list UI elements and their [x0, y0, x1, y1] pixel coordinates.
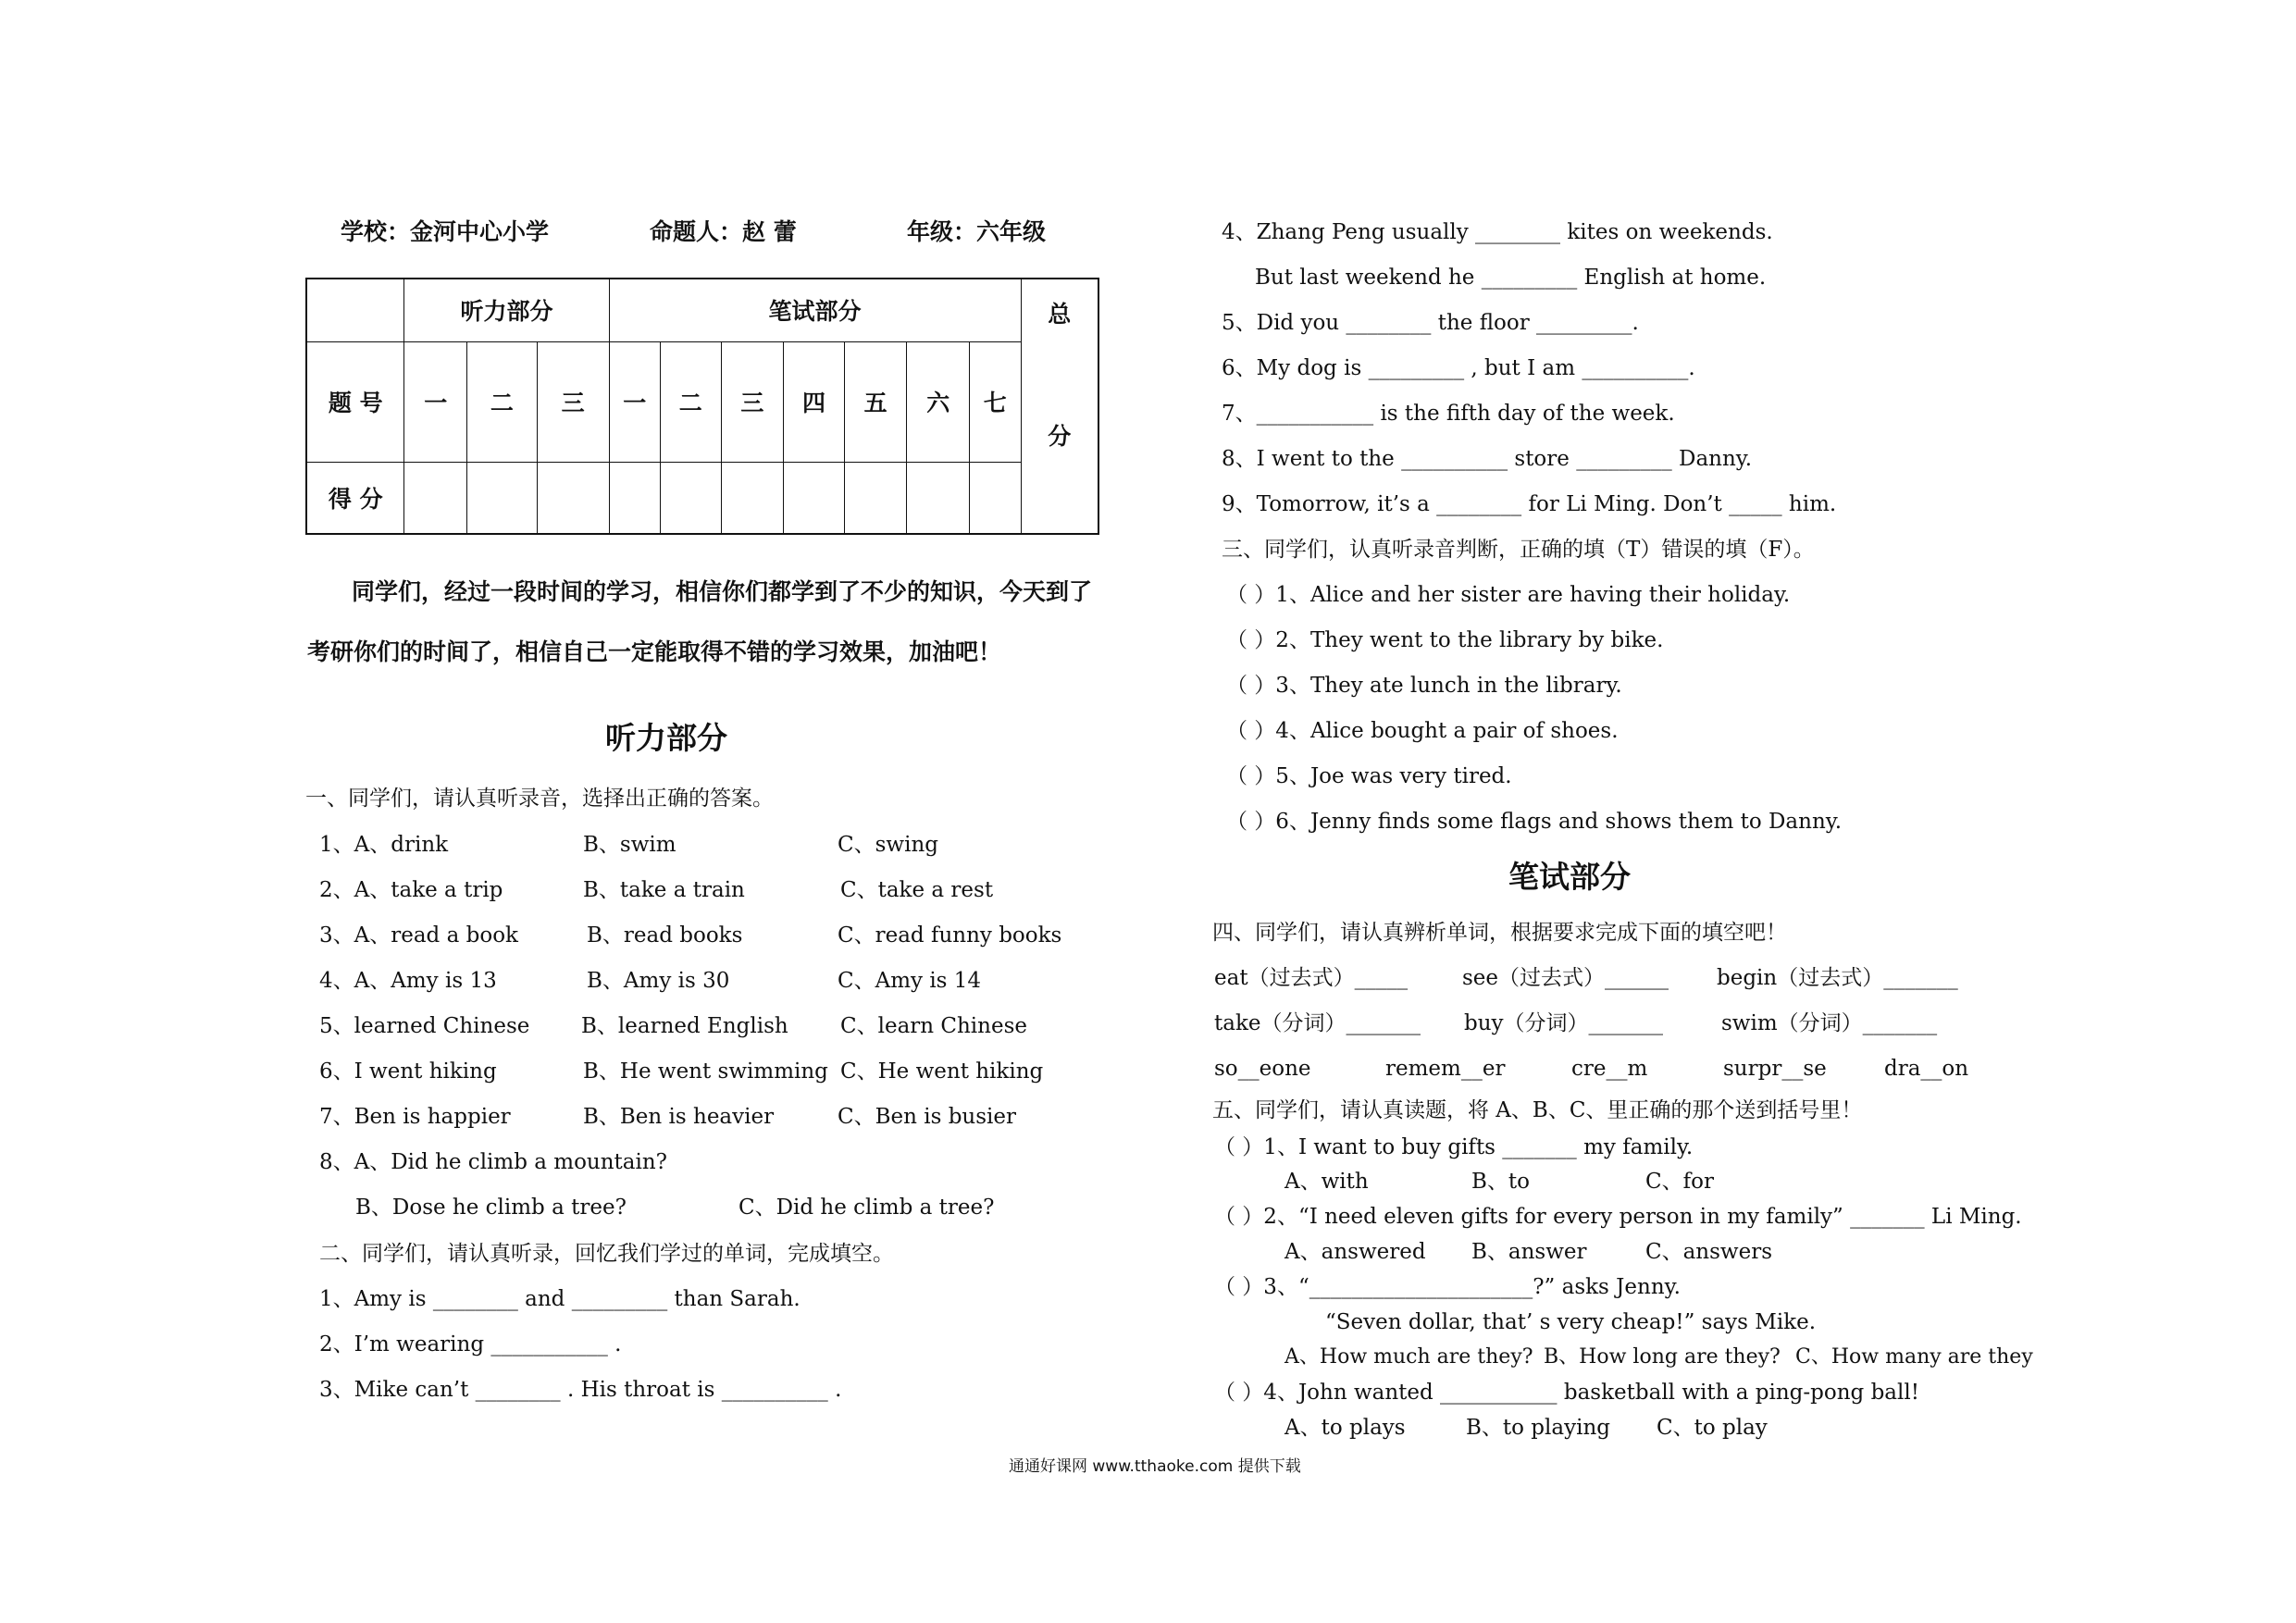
- wnum-3: 三: [721, 341, 784, 462]
- p3-item-1: （ ）1、Alice and her sister are having their holiday.: [1226, 583, 1791, 607]
- score-cell: [784, 462, 845, 534]
- p3-item-4: （ ）4、Alice bought a pair of shoes.: [1226, 719, 1619, 743]
- p5-q2-c: C、answers: [1645, 1240, 1773, 1264]
- p4-r3-c1: so__eone: [1214, 1057, 1311, 1081]
- r-fill-7: 7、___________ is the fifth day of the week.: [1222, 402, 1675, 426]
- part2-instruction: 二、同学们，请认真听录，回忆我们学过的单词，完成填空。: [319, 1242, 894, 1266]
- total-header: [1021, 279, 1098, 534]
- p5-q4: （ ）4、John wanted ___________ basketball with a ping-pong ball!: [1214, 1381, 1919, 1405]
- wnum-5: 五: [844, 341, 907, 462]
- wnum-6: 六: [907, 341, 970, 462]
- r-fill-8: 8、I went to the __________ store _________ Danny.: [1222, 447, 1753, 471]
- r-fill-9: 9、Tomorrow, it’s a ________ for Li Ming. Don’t _____ him.: [1222, 492, 1837, 516]
- p2-item-1: 1、Amy is ________ and _________ than Sarah.: [319, 1287, 800, 1311]
- p5-q1-a: A、with: [1285, 1170, 1369, 1194]
- p5-q2-a: A、answered: [1285, 1240, 1426, 1264]
- p4-r1-c1: eat（过去式）_____: [1214, 966, 1409, 990]
- p5-q1-b: B、to: [1471, 1170, 1530, 1194]
- p3-item-5: （ ）5、Joe was very tired.: [1226, 764, 1512, 788]
- lnum-3: 三: [537, 341, 609, 462]
- r-fill-4: 4、Zhang Peng usually ________ kites on weekends.: [1222, 220, 1773, 244]
- p1-item-3-c: C、read funny books: [838, 923, 1062, 948]
- total-top: 总: [1048, 301, 1072, 328]
- writing-title: 笔试部分: [1508, 859, 1631, 895]
- score-cell: [907, 462, 970, 534]
- p4-r1-c3: begin（过去式）_______: [1717, 966, 1958, 990]
- p1-item-4-b: B、Amy is 30: [587, 969, 730, 993]
- score-cell: [537, 462, 609, 534]
- part1-instruction: 一、同学们，请认真听录音，选择出正确的答案。: [305, 787, 774, 811]
- p5-q4-b: B、to playing: [1466, 1416, 1610, 1440]
- header-grade: 年级：六年级: [907, 218, 1047, 245]
- p3-item-3: （ ）3、They ate lunch in the library.: [1226, 674, 1622, 698]
- p5-q3: （ ）3、“_____________________?” asks Jenny.: [1214, 1275, 1681, 1299]
- p5-q3-line2: “Seven dollar, that’ s very cheap!” says Mike.: [1325, 1310, 1817, 1334]
- listening-header: 听力部分: [404, 279, 609, 341]
- p1-item-6-a: 6、I went hiking: [319, 1059, 497, 1084]
- p1-item-2-b: B、take a train: [583, 878, 745, 902]
- p1-item-6-c: C、He went hiking: [840, 1059, 1044, 1084]
- header-school: 学校：金河中心小学: [341, 218, 550, 245]
- part5-instruction: 五、同学们，请认真读题，将 A、B、C、里正确的那个送到括号里！: [1212, 1098, 1863, 1122]
- p4-r3-c4: surpr__se: [1723, 1057, 1827, 1081]
- p1-item-1-b: B、swim: [583, 833, 676, 857]
- wnum-2: 二: [661, 341, 722, 462]
- p5-q2: （ ）2、“I need eleven gifts for every person in my family” _______ Li Ming.: [1214, 1205, 2022, 1229]
- p3-item-6: （ ）6、Jenny finds some flags and shows them to Danny.: [1226, 810, 1843, 834]
- p1-item-4-a: 4、A、Amy is 13: [319, 969, 497, 993]
- p2-item-3: 3、Mike can’t ________ . His throat is __________ .: [319, 1378, 842, 1402]
- table-corner: [306, 279, 404, 341]
- p4-r2-c3: swim（分词）_______: [1721, 1011, 1938, 1035]
- p1-item-7-a: 7、Ben is happier: [319, 1105, 511, 1129]
- p5-q1-c: C、for: [1645, 1170, 1714, 1194]
- header-author: 命题人：赵 蕾: [650, 218, 797, 245]
- row-label-score: 得 分: [306, 462, 404, 534]
- lnum-2: 二: [467, 341, 538, 462]
- p1-item-5-a: 5、learned Chinese: [319, 1014, 530, 1038]
- p1-item-1-c: C、swing: [838, 833, 938, 857]
- score-cell: [609, 462, 661, 534]
- p1-item-6-b: B、He went swimming: [583, 1059, 828, 1084]
- p1-item-8-a: 8、A、Did he climb a mountain?: [319, 1150, 668, 1174]
- p5-q3-c: C、How many are they: [1795, 1345, 2033, 1369]
- p1-item-2-a: 2、A、take a trip: [319, 878, 503, 902]
- p1-item-5-b: B、learned English: [581, 1014, 788, 1038]
- p1-item-8-c: C、Did he climb a tree?: [738, 1196, 995, 1220]
- p4-r2-c2: buy（分词）_______: [1464, 1011, 1664, 1035]
- lnum-1: 一: [404, 341, 467, 462]
- p1-item-7-b: B、Ben is heavier: [583, 1105, 775, 1129]
- p5-q2-b: B、answer: [1471, 1240, 1587, 1264]
- footer-credit: 通通好课网 www.tthaoke.com 提供下载: [1009, 1457, 1301, 1476]
- p1-item-3-a: 3、A、read a book: [319, 923, 518, 948]
- p5-q4-c: C、to play: [1657, 1416, 1768, 1440]
- part4-instruction: 四、同学们，请认真辨析单词，根据要求完成下面的填空吧！: [1212, 921, 1787, 945]
- total-bottom: 分: [1048, 423, 1072, 450]
- r-fill-5: 5、Did you ________ the floor _________.: [1222, 311, 1639, 335]
- score-cell: [970, 462, 1022, 534]
- r-fill-6: 6、My dog is _________ , but I am __________.: [1222, 356, 1695, 380]
- part3-instruction: 三、同学们，认真听录音判断，正确的填（T）错误的填（F）。: [1222, 538, 1815, 562]
- score-cell: [661, 462, 722, 534]
- score-cell: [721, 462, 784, 534]
- r-fill-4b: But last weekend he _________ English at home.: [1255, 266, 1767, 290]
- score-table: [305, 278, 1099, 535]
- p4-r1-c2: see（过去式）______: [1462, 966, 1669, 990]
- p4-r3-c2: remem__er: [1385, 1057, 1506, 1081]
- p4-r2-c1: take（分词）_______: [1214, 1011, 1421, 1035]
- score-cell: [467, 462, 538, 534]
- intro-line-1: 同学们，经过一段时间的学习，相信你们都学到了不少的知识，今天到了: [352, 578, 1093, 605]
- p5-q3-a: A、How much are they?: [1285, 1345, 1533, 1369]
- p1-item-8-b: B、Dose he climb a tree?: [355, 1196, 627, 1220]
- score-cell: [404, 462, 467, 534]
- p2-item-2: 2、I’m wearing ___________ .: [319, 1332, 622, 1357]
- intro-line-2: 考研你们的时间了，相信自己一定能取得不错的学习效果，加油吧！: [307, 638, 1002, 665]
- p1-item-7-c: C、Ben is busier: [838, 1105, 1017, 1129]
- p3-item-2: （ ）2、They went to the library by bike.: [1226, 628, 1664, 652]
- p1-item-3-b: B、read books: [587, 923, 743, 948]
- p1-item-4-c: C、Amy is 14: [838, 969, 982, 993]
- p1-item-2-c: C、take a rest: [840, 878, 994, 902]
- p1-item-5-c: C、learn Chinese: [840, 1014, 1028, 1038]
- p4-r3-c5: dra__on: [1884, 1057, 1969, 1081]
- p5-q1: （ ）1、I want to buy gifts _______ my family.: [1214, 1135, 1694, 1159]
- writing-header: 笔试部分: [609, 279, 1021, 341]
- p4-r3-c3: cre__m: [1571, 1057, 1648, 1081]
- wnum-1: 一: [609, 341, 661, 462]
- listening-title: 听力部分: [605, 720, 727, 756]
- wnum-4: 四: [784, 341, 845, 462]
- row-label-num: 题 号: [306, 341, 404, 462]
- score-cell: [844, 462, 907, 534]
- p1-item-1-a: 1、A、drink: [319, 833, 449, 857]
- p5-q3-b: B、How long are they?: [1544, 1345, 1781, 1369]
- p5-q4-a: A、to plays: [1285, 1416, 1406, 1440]
- wnum-7: 七: [970, 341, 1022, 462]
